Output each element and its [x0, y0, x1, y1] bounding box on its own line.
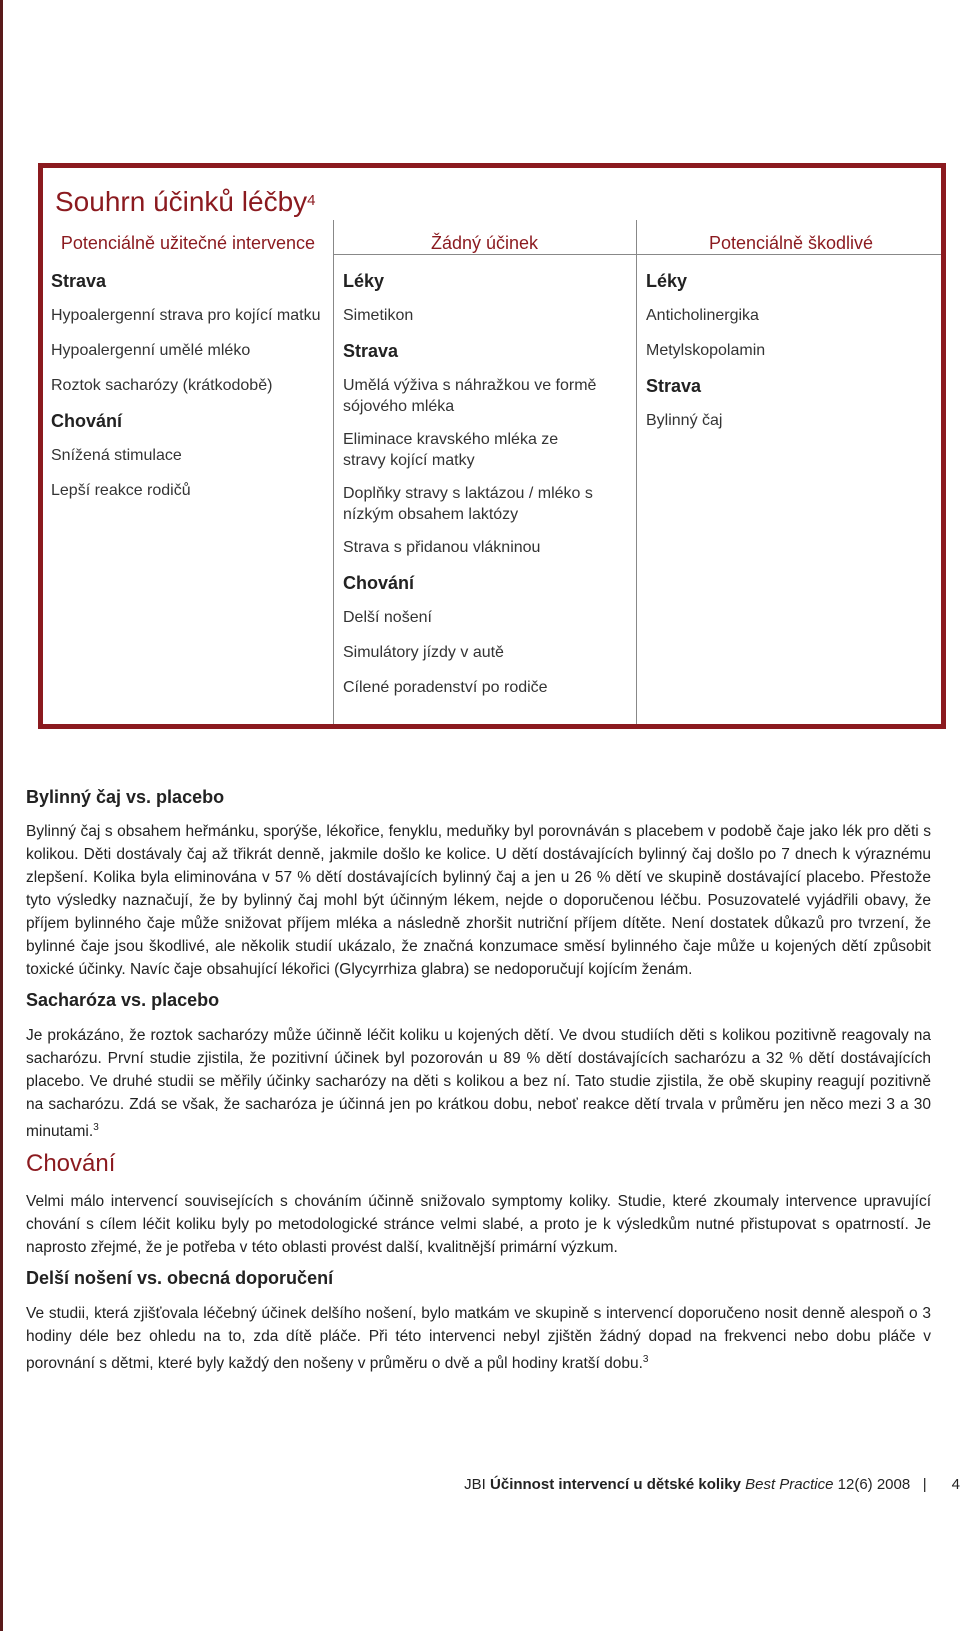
list-item: Umělá výživa s náhražkou ve formě sójového mléka: [343, 377, 597, 415]
paragraph-carrying: Ve studii, která zjišťovala léčebný účinek delšího nošení, bylo matkám ve skupině s intervencí doporučeno nosit denně alespoň o 3 hodiny déle bez ohledu na to, zda dítě pláče. Při této intervenci nebyl zjištěn žádný dopad na frekvenci nebo dobu pláče v porovnání s dětmi, které byly každý den nošeny v průměru o dvě a půl hodiny kratší dobu.$^3$: [26, 1305, 931, 1373]
footer-title: Účinnost intervencí u dětské koliky: [490, 1476, 741, 1493]
list-item: Delší nošení: [343, 609, 432, 626]
category-label: Léky: [646, 271, 688, 291]
column-no-effect: [343, 270, 603, 712]
footer-issue: 12(6) 2008: [837, 1476, 911, 1493]
list-item: Strava s přidanou vlákninou: [343, 539, 541, 556]
footer-separator: |: [922, 1476, 927, 1493]
column-divider: [333, 220, 334, 724]
list-item: Hypoalergenní strava pro kojící matku: [51, 307, 321, 324]
citation-ref: 3: [642, 1354, 649, 1365]
page-number: 4: [951, 1476, 960, 1493]
page-edge-rule: [0, 0, 3, 1631]
list-item: Hypoalergenní umělé mléko: [51, 342, 251, 359]
category-label: Chování: [51, 411, 123, 431]
summary-title-ref: 4: [307, 192, 316, 209]
category-label: Strava: [646, 376, 702, 396]
column-divider: [636, 220, 637, 724]
section-heading-behavior: Chování: [26, 1150, 116, 1177]
list-item: Metylskopolamin: [646, 342, 766, 359]
list-item: Cílené poradenství po rodiče: [343, 679, 548, 696]
column-beneficial: [51, 270, 329, 515]
list-item: Roztok sacharózy (krátkodobě): [51, 377, 273, 394]
paragraph-herbal-tea: Bylinný čaj s obsahem heřmánku, sporýše, lékořice, fenyklu, meduňky byl porovnáván s placebem v podobě čaje jako lék pro děti s kolikou. Děti dostávaly čaj až třikrát denně, jakmile došlo ke kolice. U dětí dostávajících bylinný čaj došlo po 7 dnech k výraznému zlepšení. Kolika byla eliminována v 57 % dětí dostávajících bylinný čaj a jen u 26 % dětí ve skupině dostávající placebo. Přestože tyto výsledky naznačují, že by bylinný čaj mohl být účinným lékem, nejde o doporučenou léčbu. Posuzovatelé vyjádřili obavy, že příjem bylinného čaje může snižovat příjem mléka a následně zhoršit nutriční příjem dítěte. Není dostatek důkazů pro tvrzení, že bylinné čaje jsou škodlivé, ale několik studií ukázalo, že značná konzumace směsí bylinného čaje může u kojených dětí způsobit toxické účinky. Navíc čaje obsahující lékořici (Glycyrrhiza glabra) se nedoporučují kojícím ženám.: [26, 823, 931, 978]
category-label: Chování: [343, 573, 415, 593]
footer-series: Best Practice: [745, 1476, 834, 1493]
list-item: Lepší reakce rodičů: [51, 482, 191, 499]
list-item: Simetikon: [343, 307, 414, 324]
header-no-effect: Žádný účinek: [430, 233, 539, 253]
section-heading-sucrose: Sacharóza vs. placebo: [26, 990, 220, 1010]
section-heading-herbal-tea: Bylinný čaj vs. placebo: [26, 787, 225, 807]
citation-ref: 3: [93, 1122, 99, 1133]
summary-box: [38, 163, 946, 729]
list-item: Snížená stimulace: [51, 447, 182, 464]
column-harmful: [646, 270, 936, 445]
section-heading-carrying: Delší nošení vs. obecná doporučení: [26, 1268, 334, 1288]
header-harmful: Potenciálně škodlivé: [708, 233, 874, 253]
list-item: Bylinný čaj: [646, 412, 723, 429]
category-label: Léky: [343, 271, 385, 291]
category-label: Strava: [51, 271, 107, 291]
paragraph-sucrose: Je prokázáno, že roztok sacharózy může účinně léčit koliku u kojených dětí. Ve dvou studiích děti s kolikou pozitivně reagovaly na sacharózu. První studie zjistila, že pozitivní účinek byl pozorován u 89 % dětí dostávajících sacharózu a 32 % dětí dostávajících placebo. Ve druhé studii se měřily účinky sacharózy na děti s kolikou a bez ní. Tato studie zjistila, že obě skupiny reagují pozitivně na sacharózu. Zdá se však, že sacharóza je účinná jen po krátkou dobu, neboť reakce dětí trvala v průměru jen něco mezi 3 a 30 minutami.$^3$: [26, 1027, 931, 1141]
list-item: Doplňky stravy s laktázou / mléko s nízkým obsahem laktózy: [343, 485, 593, 523]
footer-journal: JBI: [464, 1476, 486, 1493]
header-beneficial: Potenciálně užitečné intervence: [60, 233, 316, 253]
list-item: Eliminace kravského mléka ze stravy kojící matky: [343, 431, 559, 469]
paragraph-behavior: Velmi málo intervencí souvisejících s chováním účinně snižovalo symptomy koliky. Studie, které zkoumaly intervence upravující chování s cílem léčit koliku byly po metodologické stránce velmi slabé, a proto je k výsledkům nutné přistupovat s opatrností. Je naprosto zřejmé, že je potřeba v této oblasti provést další, kvalitnější primární výzkum.: [26, 1193, 931, 1256]
summary-title: Souhrn účinků léčby$^4$: [55, 186, 316, 217]
list-item: Simulátory jízdy v autě: [343, 644, 504, 661]
page-footer: [40, 1476, 960, 1493]
list-item: Anticholinergika: [646, 307, 759, 324]
header-rule: [333, 254, 941, 255]
category-label: Strava: [343, 341, 399, 361]
